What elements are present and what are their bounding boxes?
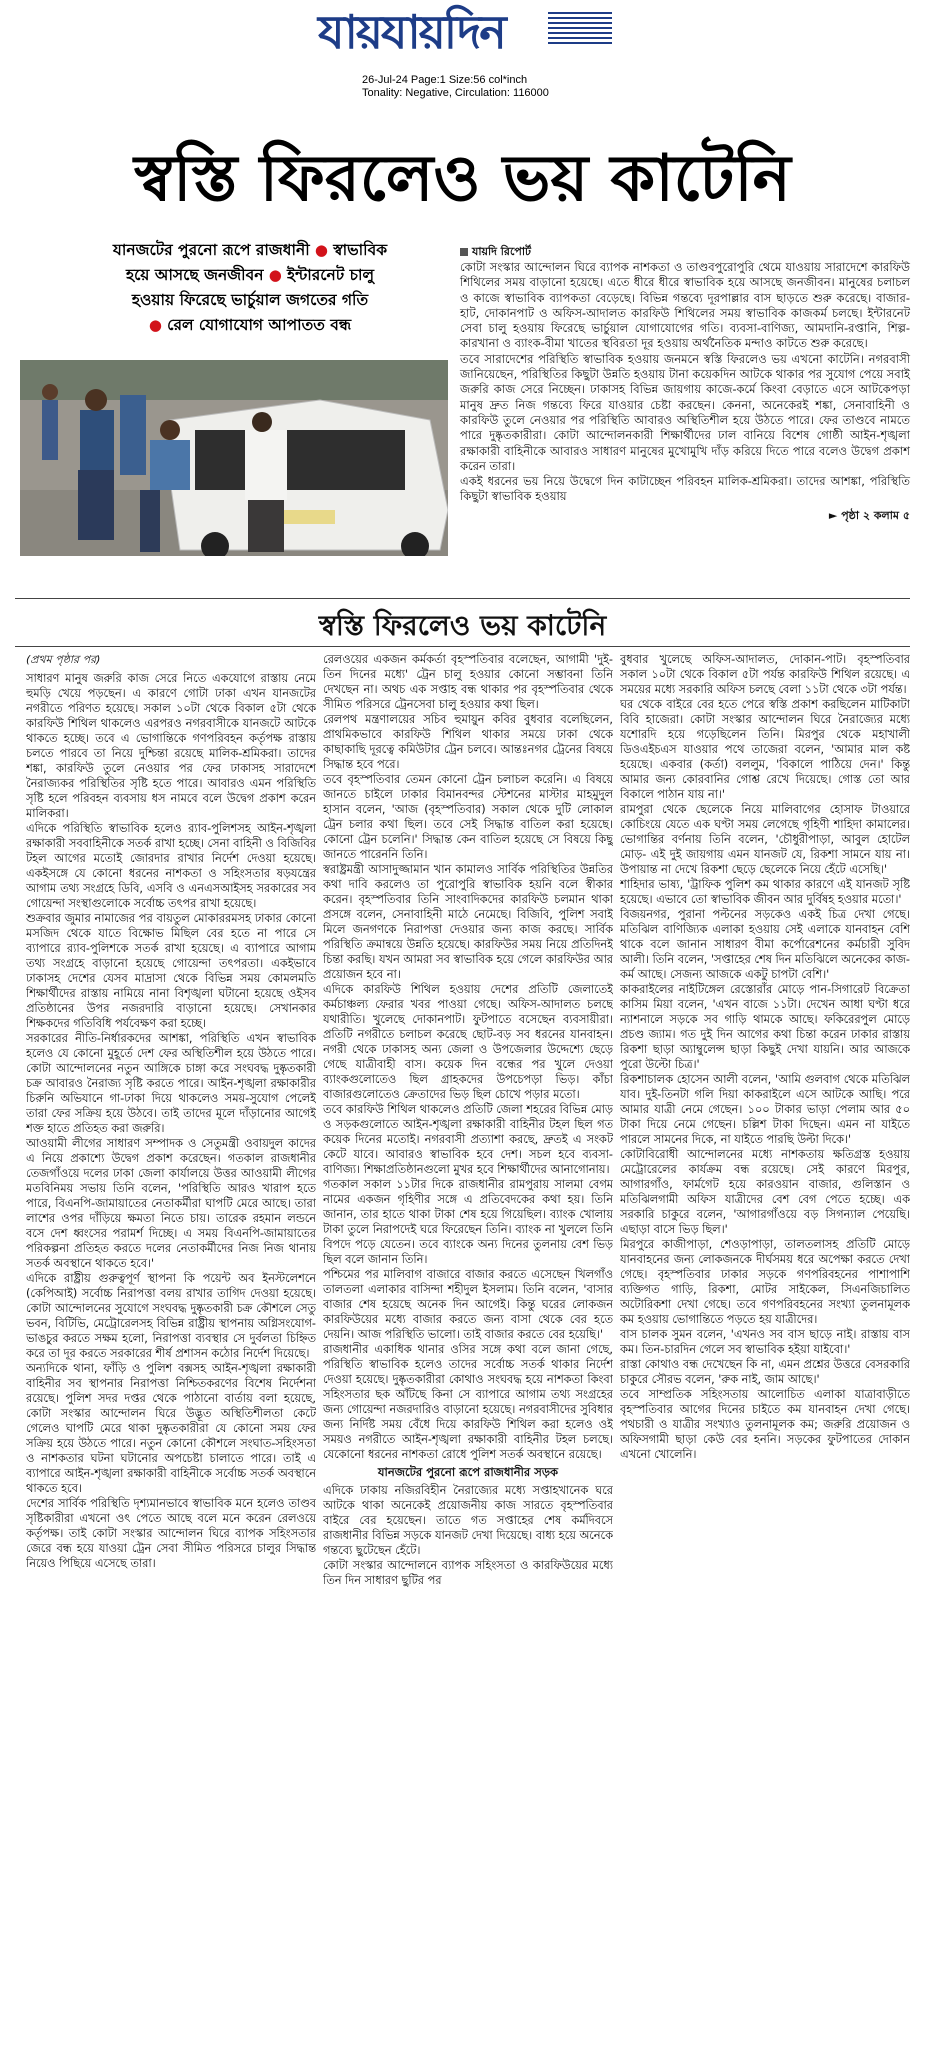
body-paragraph: রামপুরা থেকে ছেলেকে নিয়ে মালিবাগের হোসাফ টাওয়ারে কোচিংয়ে যেতে এক ঘণ্টা সময় লেগেছে গৃহিণী শাহিদা কামালের। ভোগান্তির বর্ণনায় তিনি বলেন, 'চৌধুরীপাড়া, আবুল হোটেল মোড়- এই দুই জায়গায় এমন যানজট যে, রিকশা সামনে যায় না। উপায়ান্ত না দেখে রিকশা ছেড়ে ছেলেকে নিয়ে হেঁটে এসেছি।' [620,803,910,876]
red-bullet-icon: ● [263,266,288,284]
body-paragraph: ঘর থেকে বাইরে বের হতে পেরে স্বস্তি প্রকাশ করছিলেন মাটিকাটা বিবি হাজেরা। কোটা সংস্কার আন্দোলন ঘিরে নৈরাজ্যের মধ্যে যশোরদি হয়ে গড়েছিলেন তিনি। মিরপুর থেকে মহাখালী ডিওএইচএস যাওয়ার পথে তাজেরা বলেন, 'আমার মাল কষ্ট হয়েছে। একবার (কর্তা) বললুম, 'বিকালে পাঠিয়ে দেন।' কিন্তু আমার জন্য কোরবানির গোশ্ত রেখে দিয়েছে। গোস্ত তো আর বিকালে পাঠান যায় না।' [620,698,910,801]
section-divider [15,598,910,599]
deck-text: যানজটের পুরনো রূপে রাজধানী [112,241,310,259]
body-paragraph: বুধবার খুলেছে অফিস-আদালত, দোকান-পাট। বৃহস্পতিবার সকাল ১০টা থেকে বিকাল ৫টা পর্যন্ত কারফিউ শিথিল রয়েছে। এ সময়ের মধ্যে সরকারি অফিস চলছে বেলা ১১টা থেকে ৩টা পর্যন্ত। [620,653,910,696]
body-column-1 [26,652,316,2052]
continued-text: পৃষ্ঠা ২ কলাম ৫ [841,508,910,522]
reporter-credit [460,246,910,258]
body-paragraph: রেলপথ মন্ত্রণালয়ের সচিব হুমায়ুন কবির বুধবার বলেছিলেন, প্রাথমিকভাবে কারফিউ শিথিল থাকার সময়ে ঢাকা থেকে কাছাকাছি দূরত্বে কমিউটার ট্রেন চলবে। আন্তঃনগর ট্রেনের বিষয়ে সিদ্ধান্ত হবে পরে। [323,713,613,771]
deck-line [40,238,460,263]
red-bullet-icon: ● [309,241,334,259]
continued-on: ► পৃষ্ঠা ২ কলাম ৫ [828,508,910,522]
lead-paragraph: কোটা সংস্কার আন্দোলন ঘিরে ব্যাপক নাশকতা ও তাণ্ডবপুরোপুরি থেমে যাওয়ায় সারাদেশে কারফিউ শিথিলের সময় বাড়ানো হয়েছে। এতে ধীরে ধীরে স্বাভাবিক হয়ে আসছে জনজীবন। মানুষের চলাচল ও কাজে স্বাভাবিক ব্যাপকতা বেড়েছে। বিভিন্ন গন্তব্যে দূরপাল্লার বাস ছাড়তে শুরু করেছে। বাজার-হাট, দোকানপাট ও অফিস-আদালত কারফিউ শিথিলের সময় স্বাভাবিক কাজকর্ম চলছে। ইন্টারনেট সেবা চালু হওয়ায় ফিরেছে ভার্চুয়াল যোগাযোগের গতি। ব্যবসা-বাণিজ্য, আমদানি-রপ্তানি, শিল্প-কারখানা ও ব্যাংক-বীমা খাতের স্থবিরতা দূর হওয়ায় অর্থনৈতিক মন্দাও কাটতে শুরু করেছে। [460,260,910,351]
body-paragraph: রাজধানীর একাধিক থানার ওসির সঙ্গে কথা বলে জানা গেছে, পরিস্থিতি স্বাভাবিক হলেও তাদের সর্বোচ্চ সতর্ক থাকার নির্দেশ দেওয়া হয়েছে। দুষ্কৃতকারীরা কোথাও সংঘবদ্ধ হয়ে নাশকতা কিংবা সহিংসতার ছক আঁটছে কিনা সে ব্যাপারে আগাম তথ্য সংগ্রহের জন্য গোয়েন্দা নজরদারিও বাড়ানো হয়েছে। নগরবাসীদের সুবিধার জন্য নির্দিষ্ট সময় বেঁধে দিয়ে কারফিউ শিথিল করা হলেও ওই সময়ও নগরীতে আইন-শৃঙ্খলা রক্ষাকারী বাহিনীর টহল চলছে। যেকোনো ধরনের নাশকতা রোধে পুলিশ সতর্ক অবস্থানে রয়েছে। [323,1343,613,1461]
body-paragraph: দেশের সার্বিক পরিস্থিতি দৃশ্যমানভাবে স্বাভাবিক মনে হলেও তাণ্ডব সৃষ্টিকারীরা এখনো ওৎ পেতে আছে বলে মনে করেন রেলওয়ে কর্তৃপক্ষ। তাই কোটা সংস্কার আন্দোলন ঘিরে ব্যাপক সহিংসতার জেরে বন্ধ হয়ে যাওয়া ট্রেন সেবা সীমিত পরিসরে চালুর সিদ্ধান্ত নিয়েও পিছিয়ে এসেছে তারা। [26,1497,316,1570]
body-paragraph: কোটাবিরোধী আন্দোলনের মধ্যে নাশকতায় ক্ষতিগ্রস্ত হওয়ায় মেট্রোরেলের কার্যক্রম বন্ধ রয়েছে। সেই কারণে মিরপুর, আগারগাঁও, ফার্মগেট হয়ে কারওয়ান বাজার, গুলিস্তান ও মতিঝিলগামী অফিস যাত্রীদের বেশ বেগ পেতে হচ্ছে। এক সরকারি চাকুরে বলেন, 'আগারগাঁওয়ে বড় সিগন্যাল পেয়েছি। এছাড়া বাসে ভিড় ছিল।' [620,1148,910,1236]
section-divider [15,646,910,647]
masthead [300,2,620,72]
body-paragraph: রিকশাচালক হোসেন আলী বলেন, 'আমি গুলবাগ থেকে মতিঝিল যাব। দুই-তিনটা গলি দিয়া কাকরাইলে এসে আটকে আছি। পরে আমার যাত্রী নেমে গেছেন। ১০০ টাকার ভাড়া পেলাম আর ৫০ টাকা দিয়ে নেমে গেছেন। চল্লিশ টাকা দিছেন। এমন না যাইতে পারলে সামনের দিকে, না যাইতে পারছি উল্টা দিকে।' [620,1073,910,1146]
news-photo [20,360,448,556]
police-checking-car-illustration [20,360,448,556]
main-headline: স্বস্তি ফিরলেও ভয় কাটেনি [134,141,791,216]
deck-text: স্বাভাবিক [333,241,388,259]
body-paragraph: শাহিদার ভাষ্য, 'ট্রাফিক পুলিশ কম থাকার কারণে এই যানজট সৃষ্টি হয়েছে। এভাবে তো স্বাভাবিক জীবন আর দুর্বিষহ হওয়ার মতো।' [620,878,910,906]
body-paragraph: এদিকে রাষ্ট্রীয় গুরুত্বপূর্ণ স্থাপনা কি পয়েন্ট অব ইনস্টলেশনে (কেপিআই) সর্বোচ্চ নিরাপত্তা বলয় রাখার তাগিদ দেওয়া হয়েছে। কোটা আন্দোলনের সুযোগে সংঘবদ্ধ দুষ্কৃতকারী চক্র কৌশলে সেতু ভবন, বিটিভি, মেট্রোরেলসহ বিভিন্ন রাষ্ট্রীয় স্থাপনায় অগ্নিসংযোগ-ভাঙচুর করতে সক্ষম হলো, নিরাপত্তা ব্যবস্থার সে দুর্বলতা চিহ্নিত করে তা দূর করতে সরকারের শীর্ষ প্রশাসন কঠোর নির্দেশ দিয়েছে। [26,1272,316,1360]
body-paragraph: আওয়ামী লীগের সাধারণ সম্পাদক ও সেতুমন্ত্রী ওবায়দুল কাদের এ নিয়ে প্রকাশ্যে উদ্বেগ প্রকাশ করেছেন। গতকাল রাজধানীর তেজগাঁওয়ে দলের ঢাকা জেলা কার্যালয়ে উত্তর আওয়ামী লীগের মতবিনিময় সভায় তিনি বলেন, 'পরিস্থিতি আরও খারাপ হতে পারে, বিএনপি-জামায়াতের নেতাকর্মীরা ঘাপটি মেরে আছে। তারা লাশের ওপর দাঁড়িয়ে ক্ষমতা নিতে চায়। তারেক রহমান লন্ডনে বসে দেশ ধ্বংসের পরামর্শ দিচ্ছে। এ সময় বিএনপি-জামায়াতের পরিকল্পনা প্রতিহত করতে দলের নেতাকর্মীদের নিজ নিজ থানায় সতর্ক অবস্থানে থাকতে হবে।' [26,1137,316,1270]
sub-decks [40,238,460,338]
body-paragraph: এদিকে ঢাকায় নজিরবিহীন নৈরাজ্যের মধ্যে সপ্তাহখানেক ঘরে আটকে থাকা অনেকেই প্রয়োজনীয় কাজ সারতে বৃহস্পতিবার বাইরে বের হয়েছেন। তাতে গত সপ্তাহের শেষ কর্মদিবসে রাজধানীর বিভিন্ন সড়কে যানজট দেখা দিয়েছে। বাধ্য হয়ে অনেকে গন্তব্যে ছুটেছেন হেঁটে। [323,1484,613,1557]
lead-paragraph: তবে সারাদেশের পরিস্থিতি স্বাভাবিক হওয়ায় জনমনে স্বস্তি ফিরলেও ভয় এখনো কাটেনি। নগরবাসী জানিয়েছেন, পরিস্থিতির কিছুটা উন্নতি হওয়ায় টানা কয়েকদিন আটকে থাকার পর সুযোগ পেয়ে সবাই জরুরি কাজ সেরে নিচ্ছেন। ঢাকাসহ বিভিন্ন জায়গায় কাজে-কর্মে কিংবা বেড়াতে এসে আটকেপড়া মানুষ দ্রুত নিজ গন্তব্যে ফিরে যাওয়ার চেষ্টা করছেন। কেননা, অনেকেরই শঙ্কা, সেনাবাহিনী ও কারফিউ তুলে নেওয়ার পর পরিস্থিতি আবারও অস্থিতিশীল হয়ে উঠতে পারে। ফের তাণ্ডবে নামতে পারে দুষ্কৃতকারীরা। কোটা আন্দোলনকারী শিক্ষার্থীদের ঢাল বানিয়ে বিশেষ গোষ্ঠী আইন-শৃঙ্খলা রক্ষাকারী বাহিনীকে আবারও সাধারণ মানুষের মুখোমুখি দাঁড় করিয়ে দিতে পারে বলেও উদ্বেগ প্রকাশ করেন তারা। [460,351,910,473]
body-paragraph: তবে বৃহস্পতিবার তেমন কোনো ট্রেন চলাচল করেনি। এ বিষয়ে জানতে চাইলে ঢাকার বিমানবন্দর স্টেশনের মাস্টার মাহমুদুল হাসান বলেন, 'আজ (বৃহস্পতিবার) সকাল থেকে দুটি লোকাল ট্রেন চলার কথা ছিল। তবে সেই সিদ্ধান্ত বাতিল করা হয়েছে। কোনো ট্রেন চলেনি।' সিদ্ধান্ত কেন বাতিল হয়েছে সে বিষয়ে কিছু জানতে পারেননি তিনি। [323,773,613,861]
body-paragraph: কাকরাইলের নাইটিঙ্গেল রেস্তোরাঁর মোড়ে পান-সিগারেট বিক্রেতা কাসিম মিয়া বলেন, 'এখন বাজে ১১টা। দেখেন আধা ঘণ্টা ধরে ন্যাশনালে সড়কে সব গাড়ি থামকে আছে। ফকিরেরপুল মোড়ে প্রচণ্ড জ্যাম। গত দুই দিন আগের কথা চিন্তা করেন ঢাকার রাস্তায় রিকশা ছাড়া অ্যাম্বুলেন্স ছাড়া কিছুই দেখা যায়নি। আর আজকে পুরো উল্টো চিত্র।' [620,983,910,1071]
deck-line [40,263,460,288]
body-paragraph: এদিকে পরিস্থিতি স্বাভাবিক হলেও র‌্যাব-পুলিশসহ আইন-শৃঙ্খলা রক্ষাকারী সববাহিনীকে সতর্ক রাখা হচ্ছে। সেনা বাহিনী ও বিজিবির টহল আগের মতোই জোরদার রাখার নির্দেশ দেওয়া হয়েছে। একইসঙ্গে যে কোনো ধরনের নাশকতা ও সহিংসতার ষড়যন্ত্রের আগাম তথ্য সংগ্রহে ডিবি, এসবি ও এনএসআইসহ সরকারের সব গোয়েন্দা সংস্থাগুলোকে সর্বোচ্চ তৎপর রাখা হয়েছে। [26,822,316,910]
masthead-logo: যায়যায়দিন [318,5,505,59]
deck-text: ইন্টারনেট চালু [287,266,375,284]
body-paragraph: বাস চালক সুমন বলেন, 'এখনও সব বাস ছাড়ে নাই। রাস্তায় বাস কম। তিন-চারদিন গেলে সব স্বাভাবিক হইয়া যাইবো।' [620,1328,910,1356]
deck-line [40,288,460,313]
body-paragraph: স্বরাষ্ট্রমন্ত্রী আসাদুজ্জামান খান কামালও সার্বিক পরিস্থিতির উন্নতির কথা দাবি করলেও তা পুরোপুরি স্বাভাবিক হয়নি বলে স্বীকার করেন। বৃহস্পতিবার তিনি সাংবাদিকদের কারফিউ চলমান থাকা প্রসঙ্গে বলেন, সেনাবাহিনী মাঠে নেমেছে। বিজিবি, পুলিশ সবাই মিলে জনগণকে নিরাপত্তা দেওয়ার জন্য কাজ করছে। সার্বিক পরিস্থিতি ক্রমান্বয়ে উন্নতি হয়েছে। কারফিউর সময় নিয়ে প্রতিদিনই চিন্তা করছি। যখন আমরা সব স্বাভাবিক হয়ে গেলে কারফিউর আর প্রয়োজন হবে না। [323,863,613,981]
body-paragraph: তবে সাম্প্রতিক সহিংসতায় আলোচিত এলাকা যাত্রাবাড়ীতে বৃহস্পতিবার আগের দিনের চাইতে কম যানবাহন দেখা গেছে। পথচারী ও যাত্রীর সংখ্যাও তুলনামূলক কম; জরুরি প্রয়োজন ও অফিসগামী ছাড়া কেউ বের হননি। সড়কের ফুটপাতের দোকান এখনো খোলেনি। [620,1388,910,1461]
body-paragraph: মিরপুরে কাজীপাড়া, শেওড়াপাড়া, তালতলাসহ প্রতিটি মোড়ে যানবাহনের জন্য লোকজনকে দীর্ঘসময় ধরে অপেক্ষা করতে দেখা গেছে। বৃহস্পতিবার ঢাকার সড়কে গণপরিবহনের পাশাপাশি ব্যক্তিগত গাড়ি, রিকশা, মোটর সাইকেল, সিএনজিচালিত অটোরিকশা দেখা গেছে। তবে গণপরিবহনের সংখ্যা তুলনামূলক কম হওয়ায় ভোগান্তিতে পড়তে হয় যাত্রীদের। [620,1238,910,1326]
inner-headline: স্বস্তি ফিরলেও ভয় কাটেনি [318,609,607,642]
body-paragraph: বিজয়নগর, পুরানা পল্টনের সড়কেও একই চিত্র দেখা গেছে। মতিঝিল বাণিজ্যিক এলাকা হওয়ায় সেই এলাকে যানবাহন বেশি থাকে বলে জানান সাধারণ বীমা কর্পোরেশনের কর্মচারী সুবিদ আলী। তিনি বলেন, 'সপ্তাহের শেষ দিন মতিঝিলে অনেকের কাজ-কর্ম আছে। সেজন্য আজকে একটু চাপটা বেশি।' [620,908,910,981]
body-paragraph: এদিকে কারফিউ শিথিল হওয়ায় দেশের প্রতিটি জেলাতেই কর্মচাঞ্চল্য ফেরার খবর পাওয়া গেছে। অফিস-আদালত চলছে যথারীতি। খুলেছে দোকানপাট। ফুটপাতে বসেছেন ব্যবসায়ীরা। প্রতিটি নগরীতে চলাচল করেছে ছোট-বড় সব ধরনের যানবাহন। নগরী থেকে ঢাকাসহ অন্য জেলা ও উপজেলার উদ্দেশ্যে ছেড়ে গেছে যাত্রীবাহী বাস। কয়েক দিন বন্ধের পর খুলে দেওয়া ব্যাংকগুলোতেও ছিল গ্রাহকদের উপচেপড়া ভিড়। কাঁচা বাজারগুলোতেও ক্রেতাদের ভিড় ছিল চোখে পড়ার মতো। [323,983,613,1101]
body-paragraph: রেলওয়ের একজন কর্মকর্তা বৃহস্পতিবার বলেছেন, আগামী 'দুই-তিন দিনের মধ্যে' ট্রেন চালু হওয়ার কোনো সম্ভাবনা তিনি দেখছেন না। অথচ এক সপ্তাহ বন্ধ থাকার পর বৃহস্পতিবার থেকে সীমিত পরিসরে ট্রেনসেবা চালু হওয়ার কথা ছিল। [323,653,613,711]
deck-text: হওয়ায় ফিরেছে ভার্চুয়াল জগতের গতি [131,291,369,309]
body-paragraph: পশ্চিমের পর মালিবাগ বাজারে বাজার করতে এসেছেন খিলগাঁও তালতলা এলাকার বাসিন্দা শহীদুল ইসলাম। তিনি বলেন, 'বাসার বাজার শেষ হয়েছে অনেক দিন আগেই। কিন্তু ঘরের লোকজন কারফিউয়ের মধ্যে বাজার করতে জন্য বাসা থেকে বের হতে দেয়নি। আজ পরিস্থিতি ভালো। তাই বাজার করতে বের হয়েছি।' [323,1268,613,1341]
body-paragraph: কোটা সংস্কার আন্দোলনে ব্যাপক সহিংসতা ও কারফিউয়ের মধ্যে তিন দিন সাধারণ ছুটির পর [323,1559,613,1587]
bullet-square-icon [460,248,468,256]
red-bullet-icon: ● [148,316,168,334]
body-paragraph: অন্যদিকে থানা, ফাঁড়ি ও পুলিশ বক্সসহ আইন-শৃঙ্খলা রক্ষাকারী বাহিনীর সব স্থাপনার নিরাপত্তা নিশ্চিতকরণের বিশেষ নির্দেশনা রয়েছে। পুলিশ সদর দপ্তর থেকে পাঠানো বার্তায় বলা হয়েছে, কোটা সংস্কার আন্দোলন ঘিরে উদ্ভূত অস্থিতিশীলতা কেটে গেলেও ঘাপটি মেরে থাকা দুষ্কৃতকারীরা যে কোনো সময় ফের সক্রিয় হয়ে উঠতে পারে। নতুন কোনো কৌশলে সংঘাত-সহিংসতা ও নাশকতার ঘটনা ঘটানোর অপচেষ্টা চালাতে পারে। তাই এ ব্যাপারে আইন-শৃঙ্খলা রক্ষাকারী বাহিনীকে সর্বোচ্চ সতর্ক অবস্থানে থাকতে হবে। [26,1362,316,1495]
body-paragraph: শুক্রবার জুমার নামাজের পর বায়তুল মোকাররমসহ ঢাকার কোনো মসজিদ থেকে যাতে বিক্ষোভ মিছিল বের হতে না পারে সে ব্যাপারে র‌্যাব-পুলিশকে সতর্ক রাখা হয়েছে। এ ব্যাপারে আগাম তথ্য সংগ্রহে বাড়ানো হয়েছে গোয়েন্দা তৎপরতা। একইভাবে ঢাকাসহ দেশের যেসব মাদ্রাসা থেকে বিভিন্ন সময় কোমলমতি শিক্ষার্থীদের রাস্তায় নামিয়ে নানা বিশৃঙ্খলা ঘটানো হয়েছে ওইসব প্রতিষ্ঠানের উপর নজরদারি বাড়ানো হয়েছে। সেখানকার শিক্ষকদের গতিবিধি পর্যবেক্ষণ করা হচ্ছে। [26,912,316,1030]
from-page-note: (প্রথম পৃষ্ঠার পর) [26,653,101,666]
reporter-name: যায়দি রিপোর্ট [472,245,532,258]
body-column-2 [323,652,613,2052]
subheading: যানজটের পুরনো রূপে রাজধানীর সড়ক [377,1465,559,1479]
body-paragraph: সরকারের নীতি-নির্ধারকদের আশঙ্কা, পরিস্থিতি এখন স্বাভাবিক হলেও যে কোনো মুহূর্তে দেশ ফের অস্থিতিশীল হয়ে উঠতে পারে। কোটা আন্দোলনের নতুন আঙ্গিকে চাঙ্গা করে সংঘবদ্ধ দুষ্কৃতকারী চক্র আবারও নৈরাজ্য সৃষ্টি করতে পারে। আইন-শৃঙ্খলা রক্ষাকারীর চিরুনি অভিযানে গা-ঢাকা দিয়ে থাকলেও সময়-সুযোগ পেলেই তারা ফের সক্রিয় হয়ে উঠবে। তাই তাদের মূলে দাঁড়ানোর আগেই শক্ত হাতে প্রতিহত করা জরুরি। [26,1032,316,1135]
body-paragraph: তবে কারফিউ শিথিল থাকলেও প্রতিটি জেলা শহরের বিভিন্ন মোড় ও সড়কগুলোতে আইন-শৃঙ্খলা রক্ষাকারী বাহিনীর টহল ছিল গত কয়েক দিনের মতোই। নগরবাসী প্রত্যাশা করছে, দ্রুতই এ সংকট কেটে যাবে। আবারও স্বাভাবিক হবে দেশ। সচল হবে ব্যবসা-বাণিজ্য। শিক্ষাপ্রতিষ্ঠানগুলো মুখর হবে শিক্ষার্থীদের আনাগোনায়। [323,1103,613,1176]
deck-line [40,313,460,338]
lead-column [460,246,910,526]
masthead-stripes [548,12,612,46]
body-paragraph: রাস্তা কোথাও বন্ধ দেখেছেন কি না, এমন প্রশ্নের উত্তরে বেসরকারি চাকুরে সৌরভ বলেন, 'রুক নাই, জাম আছে।' [620,1358,910,1386]
clip-info [362,74,549,100]
deck-text: রেল যোগাযোগ আপাতত বন্ধ [167,316,352,334]
clip-info-line: 26-Jul-24 Page:1 Size:56 col*inch [362,74,528,86]
deck-text: হয়ে আসছে জনজীবন [125,266,264,284]
body-column-3 [620,652,910,2052]
body-paragraph: সাধারণ মানুষ জরুরি কাজ সেরে নিতে একযোগে রাস্তায় নেমে হুমড়ি খেয়ে পড়ছেন। এ কারণে গোটা ঢাকা এখন যানজটের নগরীতে পরিণত হয়েছে। সকাল ১০টা থেকে বিকাল ৫টা থেকে কারফিউ শিথিল থাকলেও এরপরও নগরবাসীকে যানজটে আটকে থাকতে হচ্ছে। তবে এ ভোগান্তিকে গণপরিবহন কর্তৃপক্ষ রাস্তায় চলতে পারবে তা নিয়ে দুশ্চিন্তা রয়েছে মালিক-শ্রমিকরা। তাদের শঙ্কা, কারফিউ তুলে নেওয়ার পর ফের ঢাকাসহ সারাদেশে নৈরাজ্যকর পরিস্থিতির সৃষ্টি হতে পারে। আবারও এমন পরিস্থিতি সৃষ্টি হলে পরিবহন ব্যবসায় ধস নামবে বলে উদ্বেগ প্রকাশ করেন মালিকরা। [26,672,316,820]
clip-info-line: Tonality: Negative, Circulation: 116000 [362,87,549,99]
lead-paragraph: একই ধরনের ভয় নিয়ে উদ্বেগে দিন কাটাচ্ছেন পরিবহন মালিক-শ্রমিকরা। তাদের আশঙ্কা, পরিস্থিতি কিছুটা স্বাভাবিক হওয়ায় [460,474,910,504]
body-paragraph: গতকাল সকাল ১১টার দিকে রাজধানীর রামপুরায় সালমা বেগম নামের একজন গৃহিণীর সঙ্গে এ প্রতিবেদকের কথা হয়। তিনি জানান, তার হাতে থাকা টাকা শেষ হয়ে গিয়েছিল। ব্যাংক খোলায় টাকা তুলে নিরাপদেই ঘরে ফিরেছেন তিনি। ব্যাংক না খুললে তিনি বিপদে পড়ে যেতেন। তবে ব্যাংকে অন্য দিনের তুলনায় বেশ ভিড় ছিল বলে জানান তিনি। [323,1178,613,1266]
